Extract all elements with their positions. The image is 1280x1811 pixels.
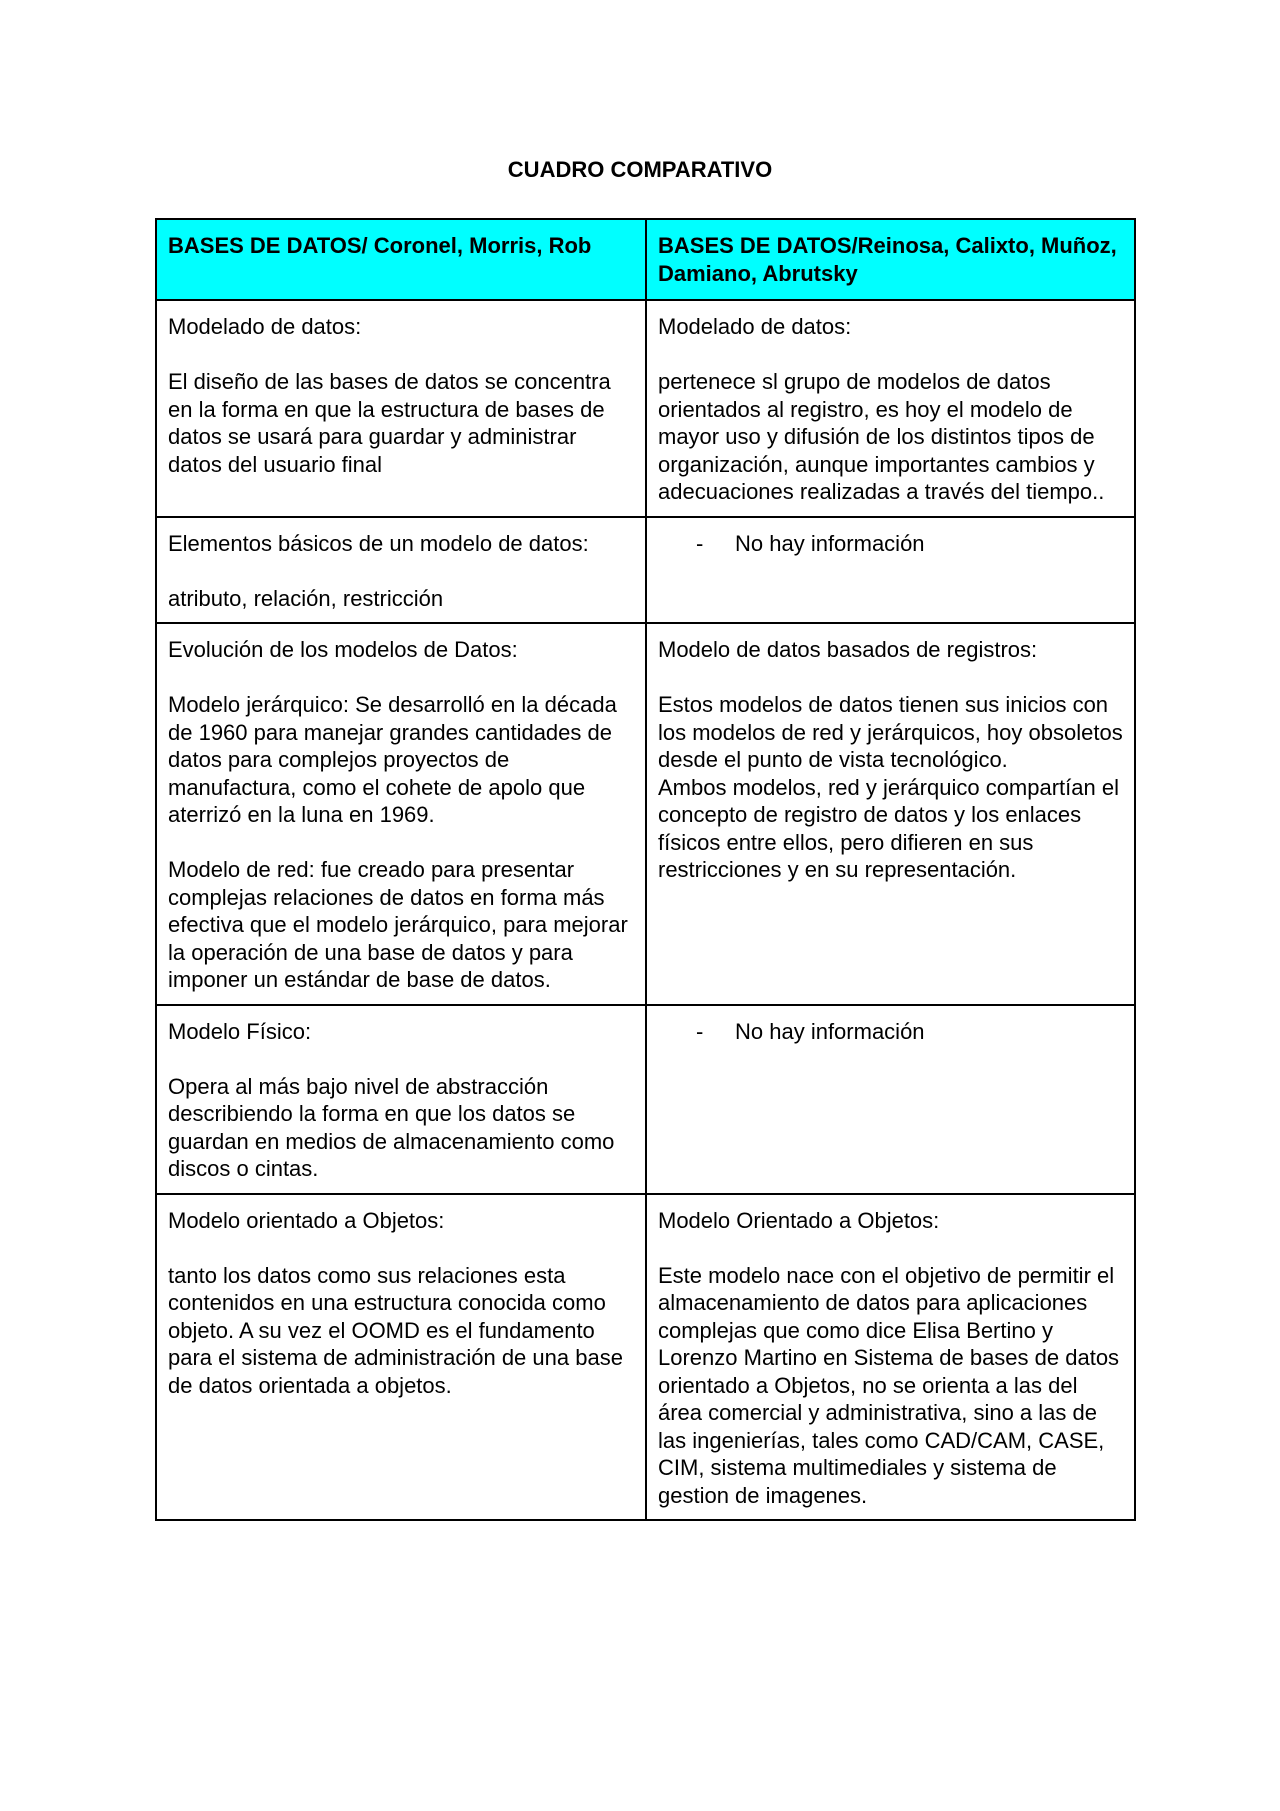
list-item <box>658 1018 1124 1046</box>
list-item <box>658 530 1124 558</box>
cell-left-evolucion <box>156 623 646 1005</box>
cell-text: pertenece sl grupo de modelos de datos orientados al registro, es hoy el modelo de mayor uso y difusión de los distintos tipos de organización, aunque importantes cambios y adecuaciones realizadas a través del tiempo.. <box>658 369 1105 504</box>
cell-right-no-info <box>646 1005 1135 1194</box>
cell-left-fisico <box>156 1005 646 1194</box>
cell-heading: Elementos básicos de un modelo de datos: <box>168 530 589 556</box>
cell-heading: Modelo de datos basados de registros: <box>658 637 1038 662</box>
cell-heading: Modelo orientado a Objetos: <box>168 1207 445 1233</box>
cell-text: Opera al más bajo nivel de abstracción describiendo la forma en que los datos se guardan en medios de almacenamiento como discos o cintas. <box>168 1073 615 1181</box>
dash-bullet: - <box>696 1018 704 1044</box>
header-coronel-morris-rob: BASES DE DATOS/ Coronel, Morris, Rob <box>156 219 646 300</box>
cell-left-elementos <box>156 517 646 624</box>
cell-text: tanto los datos como sus relaciones esta contenidos en una estructura conocida como objeto. A su vez el OOMD es el fundamento para el sistema de administración de una base de datos orientada a objetos. <box>168 1262 623 1398</box>
cell-text: Modelo de red: fue creado para presentar complejas relaciones de datos en forma más efectiva que el modelo jerárquico, para mejorar la operación de una base de datos y para imponer un estándar de base de datos. <box>168 857 628 992</box>
cell-right-objetos <box>646 1194 1135 1521</box>
no-info-text: No hay información <box>735 530 925 556</box>
cell-right-modelado <box>646 300 1135 517</box>
document-title: CUADRO COMPARATIVO <box>507 157 773 182</box>
cell-text: El diseño de las bases de datos se concentra en la forma en que la estructura de bases de datos se usará para guardar y administrar datos del usuario final <box>168 369 611 477</box>
no-info-text: No hay información <box>735 1018 925 1044</box>
cell-text: Este modelo nace con el objetivo de permitir el almacenamiento de datos para aplicaciones complejas que como dice Elisa Bertino y Lorenzo Martino en Sistema de bases de datos orientado a Objetos, no se orienta a las del área comercial y administrativa, sino a las de las ingenierías, tales como CAD/CAM, CASE, CIM, sistema multimediales y sistema de gestion de imagenes. <box>658 1262 1120 1508</box>
cell-heading: Modelo Orientado a Objetos: <box>658 1207 940 1233</box>
cell-left-modelado <box>156 300 646 517</box>
cell-left-objetos <box>156 1194 646 1521</box>
cell-heading: Modelo Físico: <box>168 1018 312 1044</box>
cell-right-registros <box>646 623 1135 1005</box>
cell-heading: Evolución de los modelos de Datos: <box>168 637 518 662</box>
cell-text: Modelo jerárquico: Se desarrolló en la década de 1960 para manejar grandes cantidades de datos para complejos proyectos de manufactura, como el cohete de apolo que aterrizó en la luna en 1969. <box>168 692 617 827</box>
cell-heading: Modelado de datos: <box>658 314 852 339</box>
table-row <box>156 300 1135 517</box>
table-row <box>156 517 1135 624</box>
cell-heading: Modelado de datos: <box>168 314 362 339</box>
cell-text: Estos modelos de datos tienen sus inicios con los modelos de red y jerárquicos, hoy obsoletos desde el punto de vista tecnológico. <box>658 692 1123 772</box>
cell-text: Ambos modelos, red y jerárquico compartían el concepto de registro de datos y los enlaces físicos entre ellos, pero difieren en sus restricciones y en su representación. <box>658 774 1119 882</box>
table-row <box>156 1005 1135 1194</box>
table-row <box>156 1194 1135 1521</box>
table-row <box>156 623 1135 1005</box>
comparison-table <box>155 218 1136 1521</box>
cell-text: atributo, relación, restricción <box>168 585 444 611</box>
header-reinosa-calixto: BASES DE DATOS/Reinosa, Calixto, Muñoz, Damiano, Abrutsky <box>646 219 1135 300</box>
cell-right-no-info <box>646 517 1135 624</box>
dash-bullet: - <box>696 530 704 556</box>
table-header-row <box>156 219 1135 300</box>
